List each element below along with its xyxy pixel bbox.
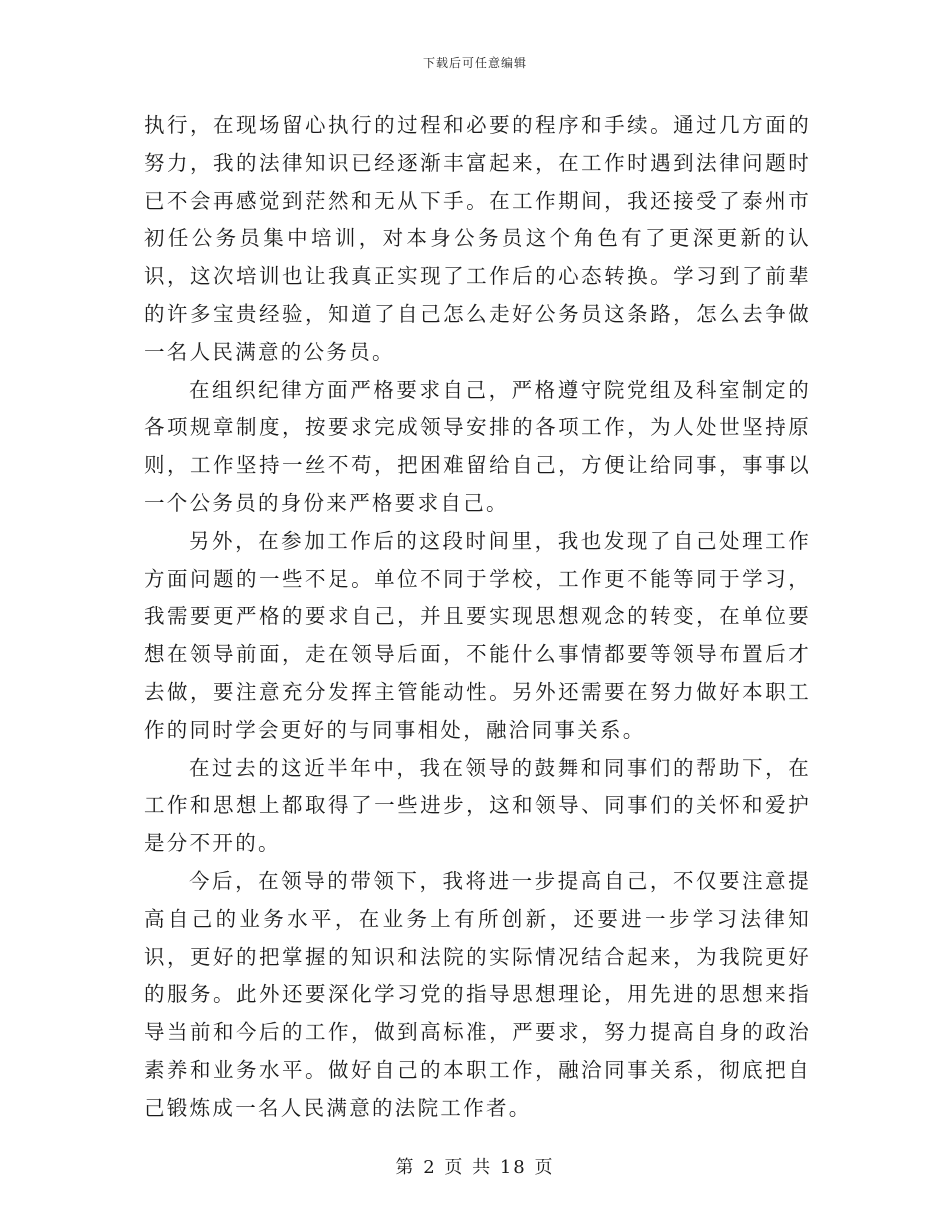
- paragraph-2: 在组织纪律方面严格要求自己，严格遵守院党组及科室制定的各项规章制度，按要求完成领导安排的各项工作，为人处世坚持原则，工作坚持一丝不苟，把困难留给自己，方便让给同事，事事以一个公务员的身份来严格要求自己。: [144, 377, 811, 515]
- page-number-footer: 第 2 页 共 18 页: [395, 1157, 555, 1178]
- paragraph-4: 在过去的这近半年中，我在领导的鼓舞和同事们的帮助下，在工作和思想上都取得了一些进步，这和领导、同事们的关怀和爱护是分不开的。: [144, 755, 811, 856]
- page-header: 下载后可任意编辑: [422, 56, 527, 70]
- paragraph-5: 今后，在领导的带领下，我将进一步提高自己，不仅要注意提高自己的业务水平，在业务上有所创新，还要进一步学习法律知识，更好的把掌握的知识和法院的实际情况结合起来，为我院更好的服务。此外还要深化学习党的指导思想理论，用先进的思想来指导当前和今后的工作，做到高标准，严要求，努力提高自身的政治素养和业务水平。做好自己的本职工作，融洽同事关系，彻底把自己锻炼成一名人民满意的法院工作者。: [144, 868, 811, 1120]
- paragraph-1: 执行，在现场留心执行的过程和必要的程序和手续。通过几方面的努力，我的法律知识已经逐渐丰富起来，在工作时遇到法律问题时已不会再感觉到茫然和无从下手。在工作期间，我还接受了泰州市初任公务员集中培训，对本身公务员这个角色有了更深更新的认识，这次培训也让我真正实现了工作后的心态转换。学习到了前辈的许多宝贵经验，知道了自己怎么走好公务员这条路，怎么去争做一名人民满意的公务员。: [144, 113, 811, 364]
- document-body: [144, 107, 811, 1128]
- paragraph-3: 另外，在参加工作后的这段时间里，我也发现了自己处理工作方面问题的一些不足。单位不同于学校，工作更不能等同于学习，我需要更严格的要求自己，并且要实现思想观念的转变，在单位要想在领导前面，走在领导后面，不能什么事情都要等领导布置后才去做，要注意充分发挥主管能动性。另外还需要在努力做好本职工作的同时学会更好的与同事相处，融洽同事关系。: [144, 528, 811, 742]
